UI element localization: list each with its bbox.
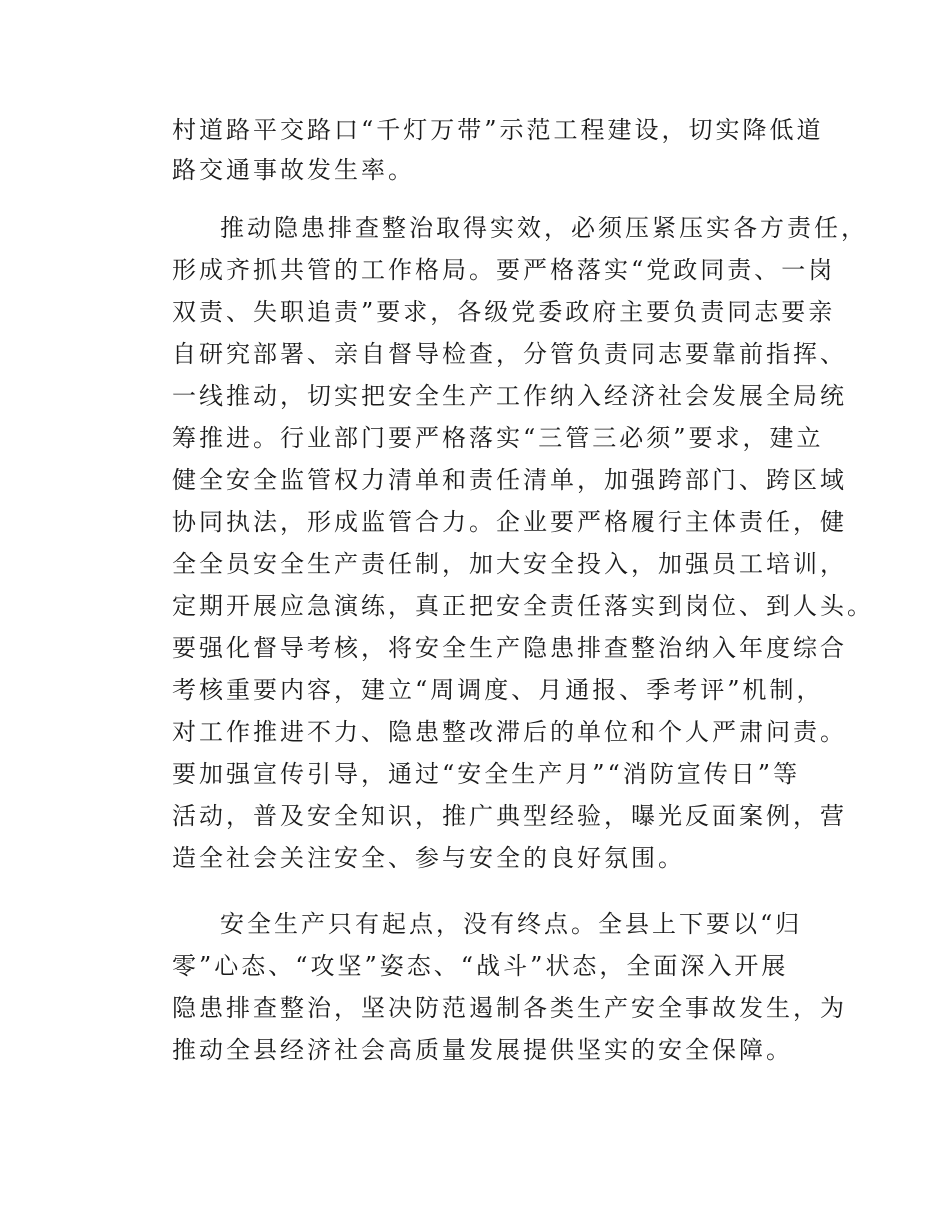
paragraph-3-line-1: 安全生产只有起点，没有终点。全县上下要以“归 [220, 910, 803, 938]
paragraph-3-line-3: 隐患排查整治，坚决防范遏制各类生产安全事故发生，为 [172, 994, 847, 1022]
paragraph-2-line-1: 推动隐患排查整治取得实效，必须压紧压实各方责任， [220, 214, 868, 242]
paragraph-1-line-1: 村道路平交路口“千灯万带”示范工程建设，切实降低道 [172, 116, 824, 144]
paragraph-2-line-16: 造全社会关注安全、参与安全的良好氛围。 [172, 844, 685, 872]
paragraph-2-line-10: 定期开展应急演练，真正把安全责任落实到岗位、到人头。 [172, 592, 874, 620]
paragraph-2-line-3: 双责、失职追责”要求，各级党委政府主要负责同志要亲 [172, 298, 836, 326]
paragraph-2-line-7: 健全安全监管权力清单和责任清单，加强跨部门、跨区域 [172, 466, 847, 494]
paragraph-3-line-4: 推动全县经济社会高质量发展提供坚实的安全保障。 [172, 1036, 793, 1064]
paragraph-2-line-13: 对工作推进不力、隐患整改滞后的单位和个人严肃问责。 [172, 718, 847, 746]
paragraph-2-line-15: 活动，普及安全知识，推广典型经验，曝光反面案例，营 [172, 802, 847, 830]
paragraph-2-line-4: 自研究部署、亲自督导检查，分管负责同志要靠前指挥、 [172, 340, 847, 368]
paragraph-2-line-11: 要强化督导考核，将安全生产隐患排查整治纳入年度综合 [172, 634, 847, 662]
paragraph-3-line-2: 零”心态、“攻坚”姿态、“战斗”状态，全面深入开展 [172, 952, 789, 980]
paragraph-2-line-14: 要加强宣传引导，通过“安全生产月”“消防宣传日”等 [172, 760, 801, 788]
paragraph-2-line-5: 一线推动，切实把安全生产工作纳入经济社会发展全局统 [172, 382, 847, 410]
paragraph-2-line-6: 筹推进。行业部门要严格落实“三管三必须”要求，建立 [172, 424, 824, 452]
paragraph-2-line-8: 协同执法，形成监管合力。企业要严格履行主体责任，健 [172, 508, 847, 536]
paragraph-1-line-2: 路交通事故发生率。 [172, 156, 415, 184]
paragraph-2-line-9: 全全员安全生产责任制，加大安全投入，加强员工培训， [172, 550, 847, 578]
paragraph-2-line-12: 考核重要内容，建立“周调度、月通报、季考评”机制， [172, 676, 824, 704]
paragraph-2-line-2: 形成齐抓共管的工作格局。要严格落实“党政同责、一岗 [172, 256, 836, 284]
